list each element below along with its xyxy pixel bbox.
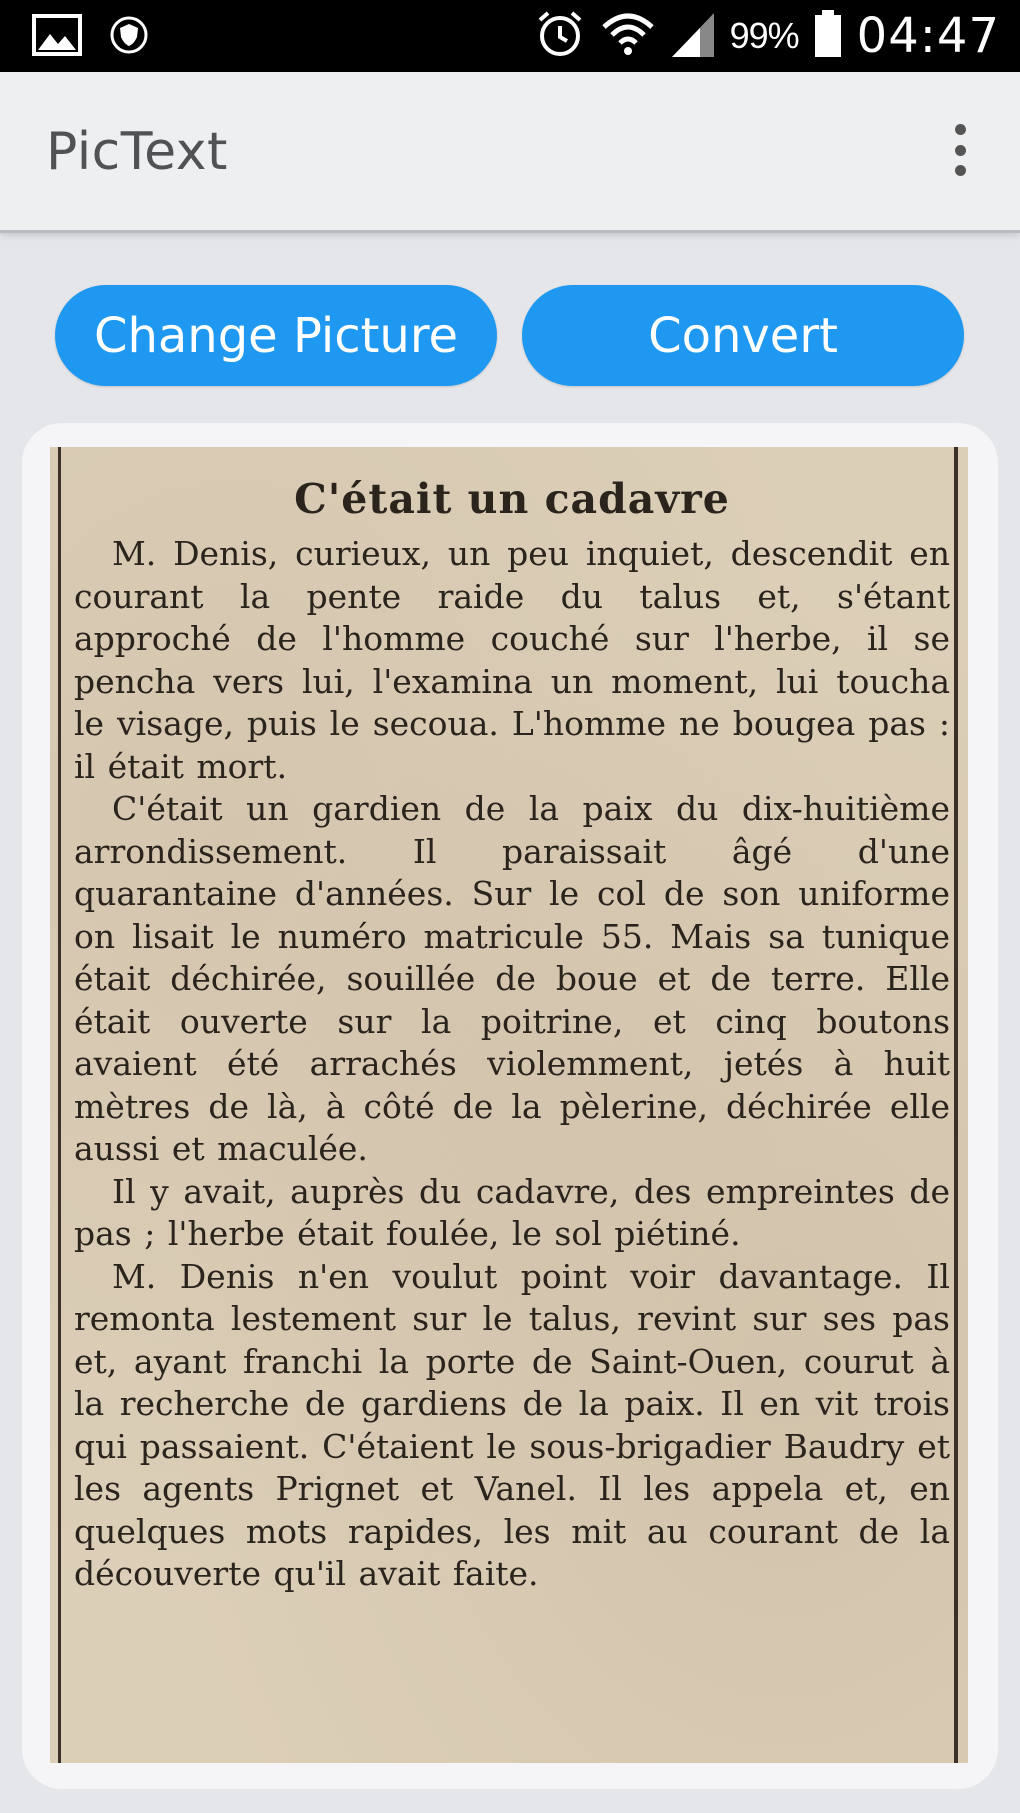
shield-icon: [110, 15, 148, 60]
article-paragraph-4: M. Denis n'en voulut point voir davantage. Il remonta lestement sur le talus, revint sur ses pas et, ayant franchi la porte de Saint-Ouen, courut à la recherche de gardiens de la paix. Il en vit trois qui passaient. C'étaient le sous-brigadier Baudry et les agents Prignet et Vanel. Il les appela et, en quelques mots rapides, les mit au courant de la découverte qu'il avait faite.: [74, 1256, 950, 1593]
app-bar: [0, 72, 1020, 233]
battery-icon: [813, 9, 843, 64]
column-rule-left: [58, 447, 61, 1763]
wifi-icon: [600, 9, 656, 64]
overflow-menu-icon[interactable]: [940, 124, 980, 176]
article-paragraph-1: M. Denis, curieux, un peu inquiet, descendit en courant la pente raide du talus et, s'étant approché de l'homme couché sur l'herbe, il se pencha vers lui, l'examina un moment, lui toucha le visage, puis le secoua. L'homme ne bougea pas : il était mort.: [74, 534, 950, 786]
convert-button[interactable]: Convert: [522, 285, 964, 386]
image-card: [22, 423, 998, 1789]
alarm-icon: [534, 8, 586, 65]
newspaper-column: [74, 475, 950, 1596]
battery-percent: 99%: [729, 15, 799, 56]
scanned-picture: [50, 447, 968, 1763]
article-headline: C'était un cadavre: [294, 475, 730, 523]
status-bar: [0, 0, 1020, 72]
clock: 04:47: [856, 8, 1000, 64]
signal-icon: [670, 9, 716, 64]
article-paragraph-3: Il y avait, auprès du cadavre, des empreintes de pas ; l'herbe était foulée, le sol piétiné.: [74, 1171, 950, 1253]
app-title: PicText: [46, 122, 228, 182]
column-rule-right: [954, 447, 958, 1763]
change-picture-button[interactable]: Change Picture: [55, 285, 497, 386]
article-paragraph-2: C'était un gardien de la paix du dix-huitième arrondissement. Il paraissait âgé d'une quarantaine d'années. Sur le col de son uniforme on lisait le numéro matricule 55. Mais sa tunique était déchirée, souillée de boue et de terre. Elle était ouverte sur la poitrine, et cinq boutons avaient été arrachés violemment, jetés à huit mètres de là, à côté de la pèlerine, déchirée elle aussi et maculée.: [74, 789, 950, 1168]
gallery-icon: [32, 14, 82, 61]
